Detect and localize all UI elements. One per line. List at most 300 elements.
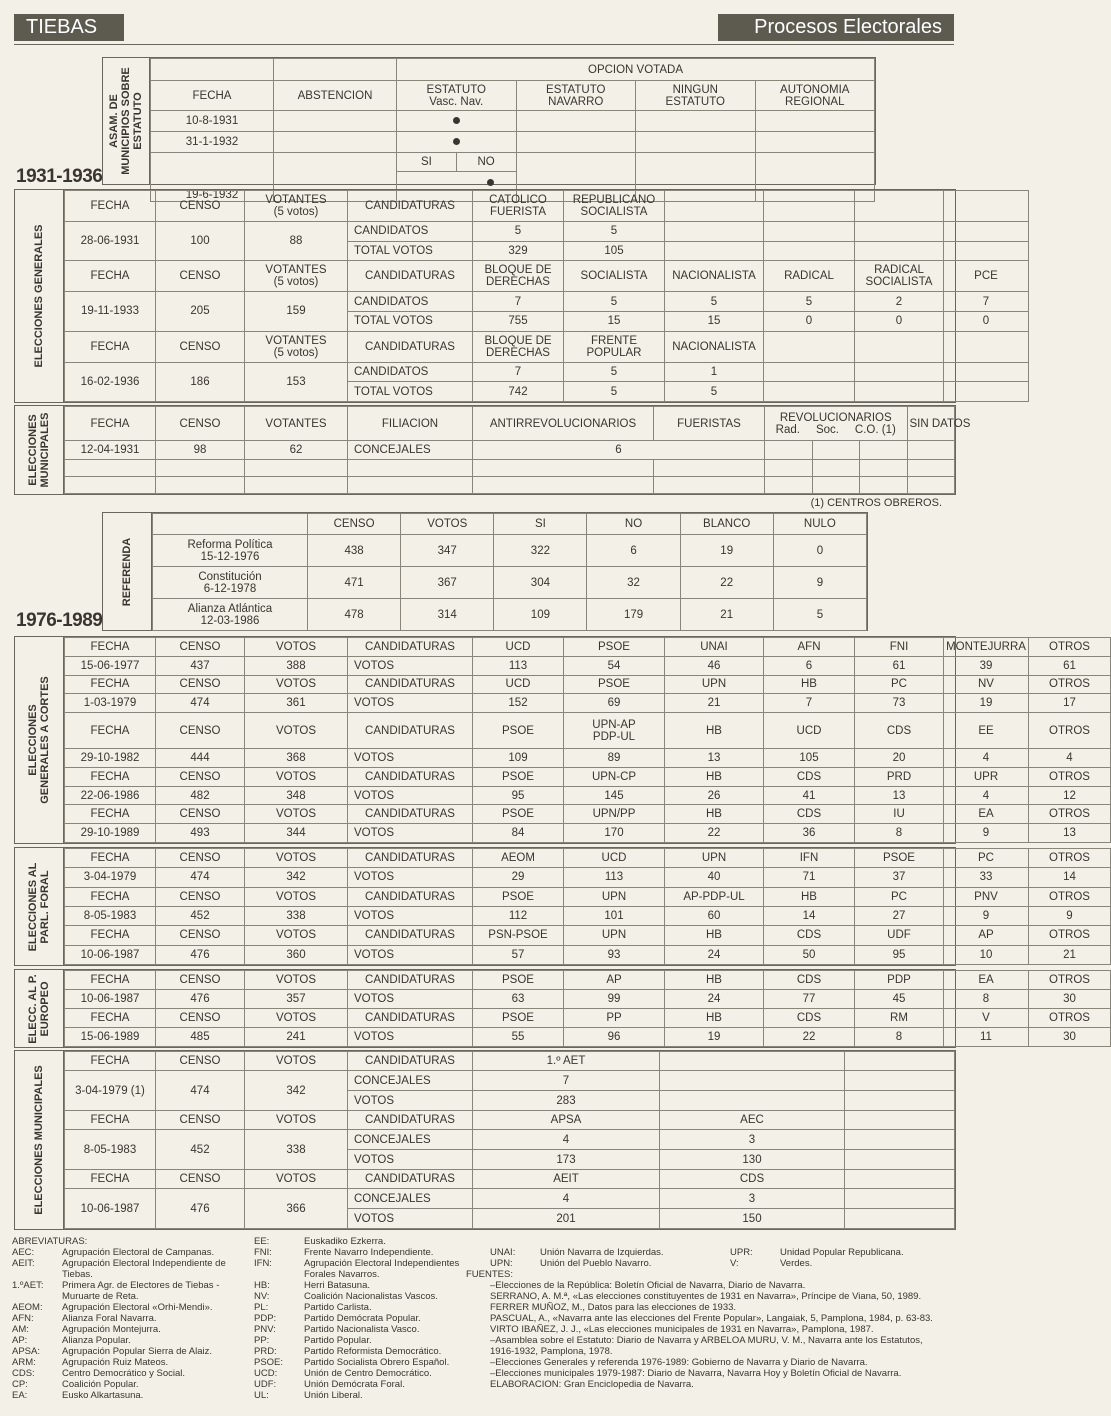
abbreviation-item: UPR: Unidad Popular Republicana.: [730, 1247, 904, 1258]
party-header: PRD: [855, 767, 944, 786]
party-header: OTROS: [1029, 849, 1111, 868]
candidatos-value: 5: [764, 292, 855, 312]
party-header: PP: [564, 1009, 665, 1028]
votos-label: VOTOS: [348, 656, 473, 675]
abbreviation-item: HB: Herri Batasuna.: [254, 1280, 371, 1291]
table-value: 45: [855, 990, 944, 1009]
candidatos-value: [764, 362, 855, 382]
asamblea-label-cell: [103, 58, 150, 184]
col-header: CANDIDATURAS: [348, 887, 473, 906]
abbreviation-item: PL: Partido Carlista.: [254, 1302, 372, 1313]
party-header: CDS: [764, 1009, 855, 1028]
party-header: HB: [665, 713, 764, 749]
table-value: 8: [855, 1028, 944, 1047]
table-value: 10: [944, 945, 1029, 964]
col-header: FECHA: [65, 1052, 156, 1071]
referendum-value: 6: [587, 535, 680, 567]
vote-dot-icon: [453, 138, 460, 145]
party-header: [944, 191, 1029, 222]
concejales-label: CONCEJALES: [348, 441, 473, 459]
candidatos-value: 1: [665, 362, 764, 382]
col-header: CANDIDATURAS: [348, 191, 473, 222]
party-header: PSOE: [473, 713, 564, 749]
total-votos-value: 15: [665, 311, 764, 331]
parlforal-table: [64, 848, 1111, 965]
table-value: 61: [1029, 656, 1111, 675]
col-header: CENSO: [308, 514, 401, 535]
table-value: 40: [665, 868, 764, 887]
table-value: 69: [564, 694, 665, 713]
table-value: 12: [1029, 786, 1111, 805]
table-cell: [65, 459, 156, 476]
concejales-value: 3: [660, 1130, 845, 1150]
table-value: 99: [564, 990, 665, 1009]
party-header: OTROS: [1029, 887, 1111, 906]
table-cell: [812, 476, 860, 493]
table-cell: [845, 1091, 955, 1111]
party-header: [855, 191, 944, 222]
fuente-item: SERRANO, A. M.ª, «Las elecciones constituyentes de 1931 en Navarra», Príncipe de Viana, 50, 1989.: [490, 1291, 922, 1302]
table-row: [65, 1130, 955, 1150]
table-row: [65, 767, 1111, 786]
table-value: 105: [764, 749, 855, 768]
table-row: [65, 675, 1111, 694]
candidatos-value: [944, 362, 1029, 382]
table-value: 11: [944, 1028, 1029, 1047]
table-row: [153, 567, 867, 599]
party-header: CDS: [764, 926, 855, 945]
table-row: [65, 824, 1111, 843]
col-header: FECHA: [65, 1009, 156, 1028]
election-date: 28-06-1931: [65, 222, 156, 261]
col-header: CENSO: [156, 675, 245, 694]
col-header: VOTOS: [245, 926, 348, 945]
table-cell: [907, 476, 955, 493]
table-cell: [274, 111, 397, 132]
party-header: UPN: [665, 675, 764, 694]
party-header: PC: [855, 675, 944, 694]
election-date: 10-06-1987: [65, 945, 156, 964]
referenda-table: [152, 513, 867, 631]
table-value: 13: [665, 749, 764, 768]
abbreviation-item: IFN: Agrupación Electoral Independientes Forales Navarros.: [254, 1258, 460, 1280]
abbreviation-item: APSA: Agrupación Popular Sierra de Alaiz.: [12, 1346, 212, 1357]
table-cell: [845, 1130, 955, 1150]
table-row: [65, 1052, 955, 1071]
candidatos-value: [855, 222, 944, 242]
table-value: 444: [156, 749, 245, 768]
col-header: CENSO: [156, 1111, 245, 1130]
referendum-value: 438: [308, 535, 401, 567]
total-votos-value: [944, 241, 1029, 261]
referendum-value: 367: [401, 567, 494, 599]
table-cell: [473, 476, 654, 493]
table-value: 8: [944, 990, 1029, 1009]
party-header: OTROS: [1029, 805, 1111, 824]
party-header: PSOE: [473, 805, 564, 824]
referendum-value: 22: [680, 567, 773, 599]
table-row: [65, 868, 1111, 887]
col-header: FECHA: [65, 331, 156, 362]
party-header: UPR: [944, 767, 1029, 786]
table-value: 24: [665, 990, 764, 1009]
header-town: TIEBAS: [26, 16, 98, 38]
table-value: 26: [665, 786, 764, 805]
referendum-value: 471: [308, 567, 401, 599]
table-row: [151, 81, 875, 111]
table-cell: [845, 1170, 955, 1189]
municipales-block: [14, 1050, 956, 1230]
europeo-table: [64, 970, 1111, 1047]
election-date: 29-10-1989: [65, 824, 156, 843]
header-gap: [124, 14, 718, 41]
total-votos-value: 0: [944, 311, 1029, 331]
party-header: IFN: [764, 849, 855, 868]
col-header: VOTOS: [245, 805, 348, 824]
party-header: PCE: [944, 261, 1029, 292]
referendum-value: 347: [401, 535, 494, 567]
candidatos-value: [665, 222, 764, 242]
table-cell: 12-04-1931: [65, 441, 156, 459]
col-header: FECHA: [65, 926, 156, 945]
col-header: VOTANTES: [245, 407, 348, 441]
col-header: CANDIDATURAS: [348, 331, 473, 362]
table-value: 19: [665, 1028, 764, 1047]
abbreviation-item: 1.ºAET: Primera Agr. de Electores de Tiebas - Muruarte de Reta.: [12, 1280, 220, 1302]
table-value: 338: [245, 906, 348, 925]
table-value: 57: [473, 945, 564, 964]
col-header: CENSO: [156, 1009, 245, 1028]
table-cell: 474: [156, 1071, 245, 1111]
party-header: UNAI: [665, 638, 764, 657]
votos-label: VOTOS: [348, 1091, 473, 1111]
concejales-value: 3: [660, 1189, 845, 1209]
total-votos-value: 105: [564, 241, 665, 261]
votos-label: VOTOS: [348, 786, 473, 805]
col-header: SI: [494, 514, 587, 535]
abbreviation-item: PDP: Partido Demócrata Popular.: [254, 1313, 421, 1324]
election-date: 1-03-1979: [65, 694, 156, 713]
col-header: CENSO: [156, 638, 245, 657]
table-value: 9: [944, 824, 1029, 843]
referendum-value: 322: [494, 535, 587, 567]
municipales-label: ELECCIONES MUNICIPALES: [33, 1065, 45, 1215]
table-row: [65, 191, 1029, 222]
table-cell: [274, 132, 397, 153]
table-value: 145: [564, 786, 665, 805]
table-row: [65, 1170, 955, 1189]
abbreviation-item: PRD: Partido Reformista Democrático.: [254, 1346, 442, 1357]
abbreviations-col1: [12, 1236, 244, 1401]
party-header: SOCIALISTA: [564, 261, 665, 292]
antirrevolucionarios-value: 6: [473, 441, 765, 459]
col-header: CENSO: [156, 331, 245, 362]
total-votos-value: [855, 382, 944, 402]
col-header: VOTOS: [401, 514, 494, 535]
col-header: FECHA: [65, 1170, 156, 1189]
vote-dot: [397, 132, 517, 153]
table-cell: [907, 459, 955, 476]
table-value: 476: [156, 990, 245, 1009]
abbreviations-col2: [254, 1236, 484, 1401]
municipales1931-table: [64, 406, 971, 494]
total-votos-label: TOTAL VOTOS: [348, 311, 473, 331]
table-row: [65, 694, 1111, 713]
referendum-name: Alianza Atlántica 12-03-1986: [153, 599, 308, 631]
candidatos-value: 5: [665, 292, 764, 312]
col-header: CENSO: [156, 407, 245, 441]
col-header: VOTANTES (5 votos): [245, 331, 348, 362]
party-header: HB: [665, 926, 764, 945]
party-header: FNI: [855, 638, 944, 657]
candidatos-value: 5: [564, 292, 665, 312]
table-value: 24: [665, 945, 764, 964]
col-header: CANDIDATURAS: [348, 1170, 473, 1189]
votos-value: 173: [473, 1150, 660, 1170]
party-header: AEC: [660, 1111, 845, 1130]
table-cell: [65, 476, 156, 493]
party-header: UPN: [564, 887, 665, 906]
total-votos-value: 755: [473, 311, 564, 331]
abbreviation-item: AEOM: Agrupación Electoral «Orhi-Mendi».: [12, 1302, 213, 1313]
table-value: 89: [564, 749, 665, 768]
col-header: VOTANTES (5 votos): [245, 191, 348, 222]
asamblea-col-header: ESTATUTO NAVARRO: [516, 81, 636, 111]
election-date: 22-06-1986: [65, 786, 156, 805]
censo-value: 205: [156, 292, 245, 331]
asamblea-block: [102, 57, 876, 201]
parlforal-label-cell: [15, 848, 64, 965]
party-header: UDF: [855, 926, 944, 945]
fuente-item: PASCUAL, A., «Navarra ante las elecciones del Frente Popular», Langaiak, 5, Pamplona, 1984, p. 63-83.: [490, 1313, 933, 1324]
col-header: CENSO: [156, 1052, 245, 1071]
party-header: PSOE: [564, 675, 665, 694]
total-votos-value: [855, 241, 944, 261]
party-header: PSOE: [473, 971, 564, 990]
table-value: 27: [855, 906, 944, 925]
col-header: CANDIDATURAS: [348, 1009, 473, 1028]
table-row: [65, 476, 955, 493]
party-header: PDP: [855, 971, 944, 990]
votos-label: VOTOS: [348, 868, 473, 887]
party-header: CDS: [855, 713, 944, 749]
col-header: CANDIDATURAS: [348, 805, 473, 824]
col-header: FECHA: [65, 767, 156, 786]
col-header: FECHA: [65, 971, 156, 990]
col-header: CANDIDATURAS: [348, 971, 473, 990]
parlforal-block: [14, 847, 1090, 966]
table-value: 476: [156, 945, 245, 964]
table-value: 170: [564, 824, 665, 843]
abbreviation-item: UL: Unión Liberal.: [254, 1390, 363, 1401]
table-value: 113: [564, 868, 665, 887]
table-row: [151, 132, 875, 153]
generales1931-label: ELECCIONES GENERALES: [33, 224, 45, 368]
table-value: 41: [764, 786, 855, 805]
party-header: OTROS: [1029, 638, 1111, 657]
table-value: 37: [855, 868, 944, 887]
table-cell: [765, 459, 813, 476]
party-header: RM: [855, 1009, 944, 1028]
party-header: 1.º AET: [473, 1052, 660, 1071]
col-header: FECHA: [65, 261, 156, 292]
abbreviation-item: CDS: Centro Democrático y Social.: [12, 1368, 186, 1379]
table-row: [65, 1071, 955, 1091]
table-row: [65, 926, 1111, 945]
table-row: [65, 1111, 955, 1130]
col-header: CENSO: [156, 191, 245, 222]
total-votos-value: 5: [564, 382, 665, 402]
table-cell: [755, 111, 875, 132]
europeo-label: ELECC. AL P. EUROPEO: [27, 973, 51, 1044]
table-value: 388: [245, 656, 348, 675]
table-row: [65, 656, 1111, 675]
period-1976: 1976-1989: [16, 610, 103, 631]
header-section: Procesos Electorales: [754, 16, 942, 38]
party-header: UPN/PP: [564, 805, 665, 824]
col-header: CENSO: [156, 767, 245, 786]
party-header: UCD: [473, 638, 564, 657]
party-header: UPN-AP PDP-UL: [564, 713, 665, 749]
table-row: [65, 749, 1111, 768]
abbreviation-item: UPN: Unión del Pueblo Navarro.: [490, 1258, 652, 1269]
table-row: [65, 331, 1029, 362]
asamblea-col-header: ESTATUTO Vasc. Nav.: [397, 81, 517, 111]
col-header: FECHA: [65, 849, 156, 868]
total-votos-value: 15: [564, 311, 665, 331]
col-header: FECHA: [65, 638, 156, 657]
table-value: 368: [245, 749, 348, 768]
table-value: 30: [1029, 1028, 1111, 1047]
col-header: FECHA: [65, 675, 156, 694]
col-header: CANDIDATURAS: [348, 767, 473, 786]
party-header: UCD: [473, 675, 564, 694]
votos-label: VOTOS: [348, 694, 473, 713]
abbreviation-item: FNI: Frente Navarro Independiente.: [254, 1247, 434, 1258]
table-row: [151, 59, 875, 81]
party-header: HB: [764, 887, 855, 906]
abbreviation-item: NV: Coalición Nacionalistas Vascos.: [254, 1291, 438, 1302]
abbreviation-item: AFN: Alianza Foral Navarra.: [12, 1313, 157, 1324]
cortes-label-cell: [15, 637, 64, 843]
table-row: [65, 906, 1111, 925]
vote-dot: [397, 111, 517, 132]
table-value: 55: [473, 1028, 564, 1047]
votantes-value: 153: [245, 362, 348, 401]
table-row: [65, 805, 1111, 824]
party-header: PNV: [944, 887, 1029, 906]
concejales-label: CONCEJALES: [348, 1189, 473, 1209]
table-value: 93: [564, 945, 665, 964]
table-row: [65, 1028, 1111, 1047]
votos-label: VOTOS: [348, 1209, 473, 1229]
table-row: [65, 713, 1111, 749]
table-value: 22: [665, 824, 764, 843]
total-votos-value: [665, 241, 764, 261]
total-votos-value: 742: [473, 382, 564, 402]
party-header: AEOM: [473, 849, 564, 868]
party-header: BLOQUE DE DERECHAS: [473, 261, 564, 292]
table-value: 20: [855, 749, 944, 768]
col-header: FECHA: [65, 407, 156, 441]
col-header: VOTOS: [245, 713, 348, 749]
col-header: CENSO: [156, 849, 245, 868]
abbreviation-item: PSOE: Partido Socialista Obrero Español.: [254, 1357, 450, 1368]
abbreviation-item: ARM: Agrupación Ruiz Mateos.: [12, 1357, 169, 1368]
table-value: 29: [473, 868, 564, 887]
party-header: PSOE: [473, 887, 564, 906]
table-row: [153, 535, 867, 567]
col-header: FECHA: [65, 805, 156, 824]
table-value: 6: [764, 656, 855, 675]
col-header: VOTANTES (5 votos): [245, 261, 348, 292]
party-header: [764, 331, 855, 362]
table-cell: [812, 459, 860, 476]
asamblea-col-header: FECHA: [151, 81, 274, 111]
table-value: 21: [1029, 945, 1111, 964]
party-header: PSOE: [564, 638, 665, 657]
table-cell: [765, 441, 813, 459]
party-header: CDS: [660, 1170, 845, 1189]
asamblea-label: ASAM. DE MUNICIPIOS SOBRE ESTATUTO: [108, 67, 144, 175]
asamblea-date: 31-1-1932: [151, 132, 274, 153]
table-value: 33: [944, 868, 1029, 887]
votantes-value: 88: [245, 222, 348, 261]
municipales-table: [64, 1051, 955, 1229]
table-cell: [860, 476, 908, 493]
col-header: FECHA: [65, 887, 156, 906]
europeo-block: [14, 969, 1090, 1048]
table-value: 95: [473, 786, 564, 805]
col-header: CANDIDATURAS: [348, 1111, 473, 1130]
party-header: AP-PDP-UL: [665, 887, 764, 906]
table-value: 361: [245, 694, 348, 713]
votos-value: 130: [660, 1150, 845, 1170]
table-cell: 452: [156, 1130, 245, 1170]
total-votos-label: TOTAL VOTOS: [348, 241, 473, 261]
table-value: 113: [473, 656, 564, 675]
abbreviation-item: UCD: Unión de Centro Democrático.: [254, 1368, 432, 1379]
abbreviations-col3: [490, 1247, 720, 1269]
col-header: SIN DATOS: [907, 407, 955, 441]
party-header: UCD: [564, 849, 665, 868]
party-header: UPN-CP: [564, 767, 665, 786]
votos-label: VOTOS: [348, 906, 473, 925]
election-date: 10-06-1987: [65, 1189, 156, 1229]
page-header: [14, 14, 954, 41]
col-header: CANDIDATURAS: [348, 261, 473, 292]
generales1931-table: [64, 190, 1029, 402]
referendum-name: Constitución 6-12-1978: [153, 567, 308, 599]
centros-obreros-note: (1) CENTROS OBREROS.: [810, 497, 942, 509]
candidatos-value: 5: [564, 362, 665, 382]
asamblea-col-header: NINGUN ESTATUTO: [636, 81, 756, 111]
table-row: [65, 222, 1029, 242]
table-value: 357: [245, 990, 348, 1009]
col-header: VOTOS: [245, 1052, 348, 1071]
table-cell: 476: [156, 1189, 245, 1229]
votos-value: 283: [473, 1091, 660, 1111]
fuente-item: VIRTO IBAÑEZ, J. J., «Las elecciones municipales de 1931 en Navarra», Pamplona, 1987.: [490, 1324, 874, 1335]
cortes-block: [14, 636, 1090, 844]
table-value: 360: [245, 945, 348, 964]
col-header: NO: [587, 514, 680, 535]
total-votos-value: [764, 241, 855, 261]
table-value: 452: [156, 906, 245, 925]
table-value: 46: [665, 656, 764, 675]
asamblea-col-header: ABSTENCION: [274, 81, 397, 111]
table-row: [65, 638, 1111, 657]
